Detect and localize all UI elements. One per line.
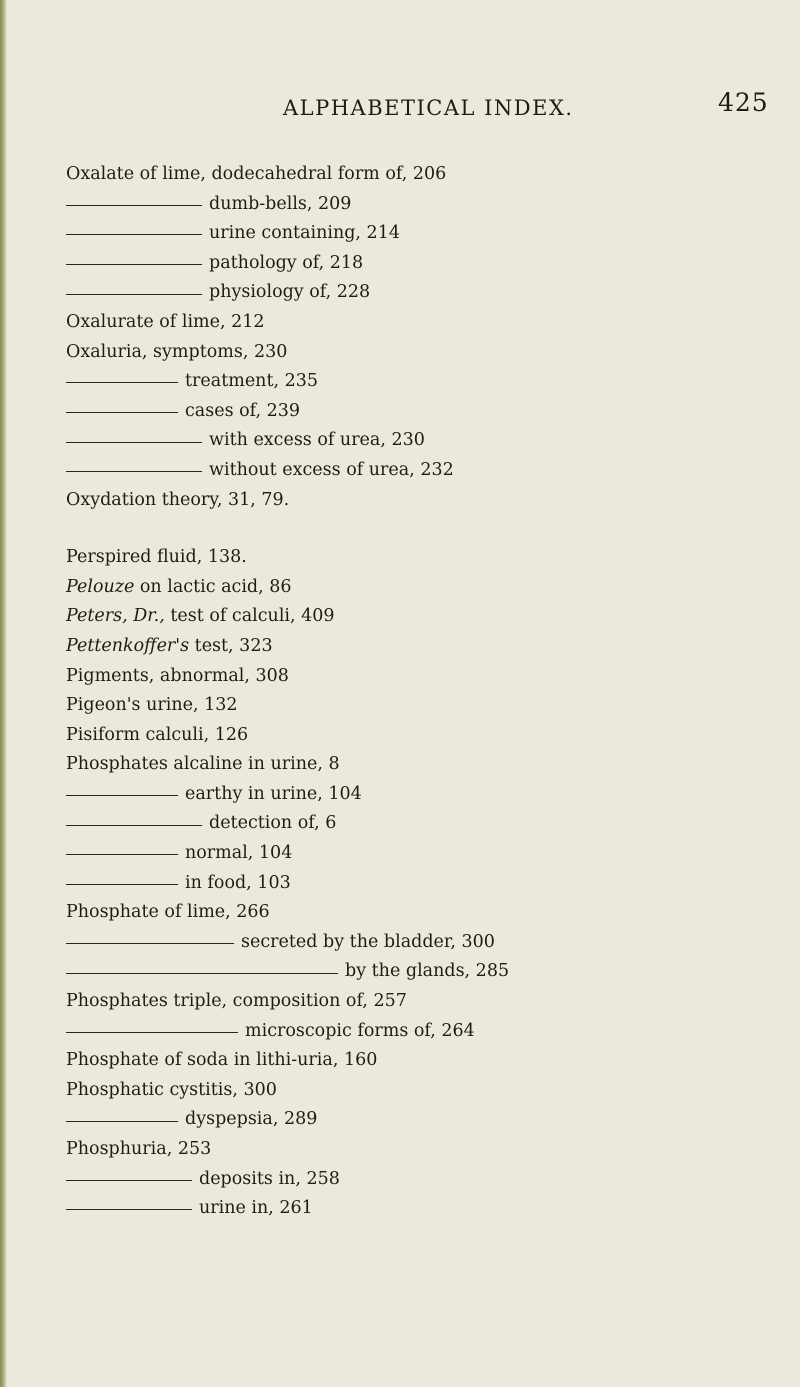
index-entry (66, 1135, 786, 1165)
index-entry (66, 957, 786, 987)
entry-heading: Pigeon's urine, 132 (66, 695, 238, 716)
index-entry (66, 397, 786, 427)
entry-heading: Phosphatic cystitis, 300 (66, 1079, 277, 1100)
entry-text: pathology of, 218 (209, 252, 364, 273)
entry-text: dumb-bells, 209 (209, 193, 352, 214)
entry-text: cases of, 239 (185, 400, 301, 421)
index-entries (66, 160, 786, 1224)
index-entry (66, 1105, 786, 1135)
entry-heading: Phosphuria, 253 (66, 1139, 212, 1159)
ditto-dash (66, 825, 202, 826)
entry-heading: Phosphate of lime, 266 (66, 902, 270, 923)
entry-text: secreted by the bladder, 300 (241, 931, 495, 952)
entry-heading: Phosphate of soda in lithi-uria, 160 (66, 1050, 378, 1071)
ditto-dash (66, 234, 202, 235)
index-entry (66, 780, 786, 810)
index-entry (66, 1194, 786, 1224)
entry-text: normal, 104 (185, 843, 293, 864)
index-entry (66, 632, 786, 662)
index-entry (66, 338, 786, 368)
index-entry (66, 1165, 786, 1195)
index-entry (66, 662, 786, 692)
index-entry (66, 486, 786, 516)
entry-author: Pettenkoffer's (66, 635, 190, 656)
entry-text: microscopic forms of, 264 (245, 1020, 475, 1041)
entry-author: Pelouze (66, 576, 135, 597)
index-entry (66, 869, 786, 899)
entry-heading: Pisiform calculi, 126 (66, 724, 249, 745)
index-entry (66, 219, 786, 249)
index-entry (66, 928, 786, 958)
entry-text: earthy in urine, 104 (185, 783, 362, 804)
entry-text: on lactic acid, 86 (134, 576, 292, 597)
index-entry (66, 426, 786, 456)
running-header: ALPHABETICAL INDEX. (283, 96, 574, 120)
entry-text: detection of, 6 (209, 813, 337, 834)
ditto-dash (66, 943, 234, 944)
index-entry (66, 1076, 786, 1106)
index-entry (66, 249, 786, 279)
index-entry (66, 721, 786, 751)
index-entry (66, 278, 786, 308)
entry-text: without excess of urea, 232 (209, 459, 454, 480)
entry-text: urine in, 261 (199, 1198, 313, 1219)
entry-heading: Phosphates alcaline in urine, 8 (66, 754, 340, 775)
ditto-dash (66, 795, 178, 796)
index-entry (66, 1017, 786, 1047)
ditto-dash (66, 854, 178, 855)
entry-text: deposits in, 258 (199, 1168, 340, 1189)
index-entry (66, 190, 786, 220)
ditto-dash (66, 1209, 192, 1210)
ditto-dash (66, 471, 202, 472)
index-entry (66, 987, 786, 1017)
entry-text: with excess of urea, 230 (209, 430, 425, 451)
page-binding-edge (0, 0, 7, 1387)
ditto-dash (66, 1121, 178, 1122)
entry-text: test, 323 (189, 635, 273, 656)
ditto-dash (66, 205, 202, 206)
entry-heading: Oxaluria, (66, 341, 148, 362)
entry-text: dodecahedral form of, 206 (205, 164, 447, 184)
ditto-dash (66, 884, 178, 885)
index-entry (66, 367, 786, 397)
entry-text: in food, 103 (185, 872, 291, 893)
entry-text: by the glands, 285 (345, 961, 510, 982)
index-entry (66, 573, 786, 603)
ditto-dash (66, 1032, 238, 1033)
entry-text: physiology of, 228 (209, 282, 371, 303)
index-entry (66, 456, 786, 486)
index-entry (66, 750, 786, 780)
index-entry (66, 543, 786, 573)
entry-heading: Oxalurate of lime, 212 (66, 311, 265, 332)
entry-author: Peters, Dr., (66, 606, 165, 627)
index-entry (66, 602, 786, 632)
page-number: 425 (718, 88, 769, 117)
index-entry (66, 839, 786, 869)
ditto-dash (66, 264, 202, 265)
index-entry (66, 691, 786, 721)
entry-text: test of calculi, 409 (164, 606, 335, 627)
entry-text: symptoms, 230 (147, 341, 288, 362)
ditto-dash (66, 412, 178, 413)
ditto-dash (66, 442, 202, 443)
index-entry (66, 1046, 786, 1076)
index-entry (66, 898, 786, 928)
entry-heading: Oxydation theory, 31, 79. (66, 489, 290, 510)
index-entry (66, 308, 786, 338)
entry-text: dyspepsia, 289 (185, 1109, 318, 1130)
entry-heading: Phosphates triple, composition of, 257 (66, 991, 407, 1012)
entry-heading: Oxalate of lime, (66, 164, 206, 184)
entry-heading: Perspired fluid, 138. (66, 547, 247, 568)
entry-heading: Pigments, abnormal, 308 (66, 665, 289, 686)
index-entry (66, 160, 786, 190)
ditto-dash (66, 382, 178, 383)
ditto-dash (66, 973, 338, 974)
entry-text: treatment, 235 (185, 371, 319, 392)
ditto-dash (66, 294, 202, 295)
ditto-dash (66, 1180, 192, 1181)
entry-text: urine containing, 214 (209, 223, 400, 244)
index-entry (66, 809, 786, 839)
